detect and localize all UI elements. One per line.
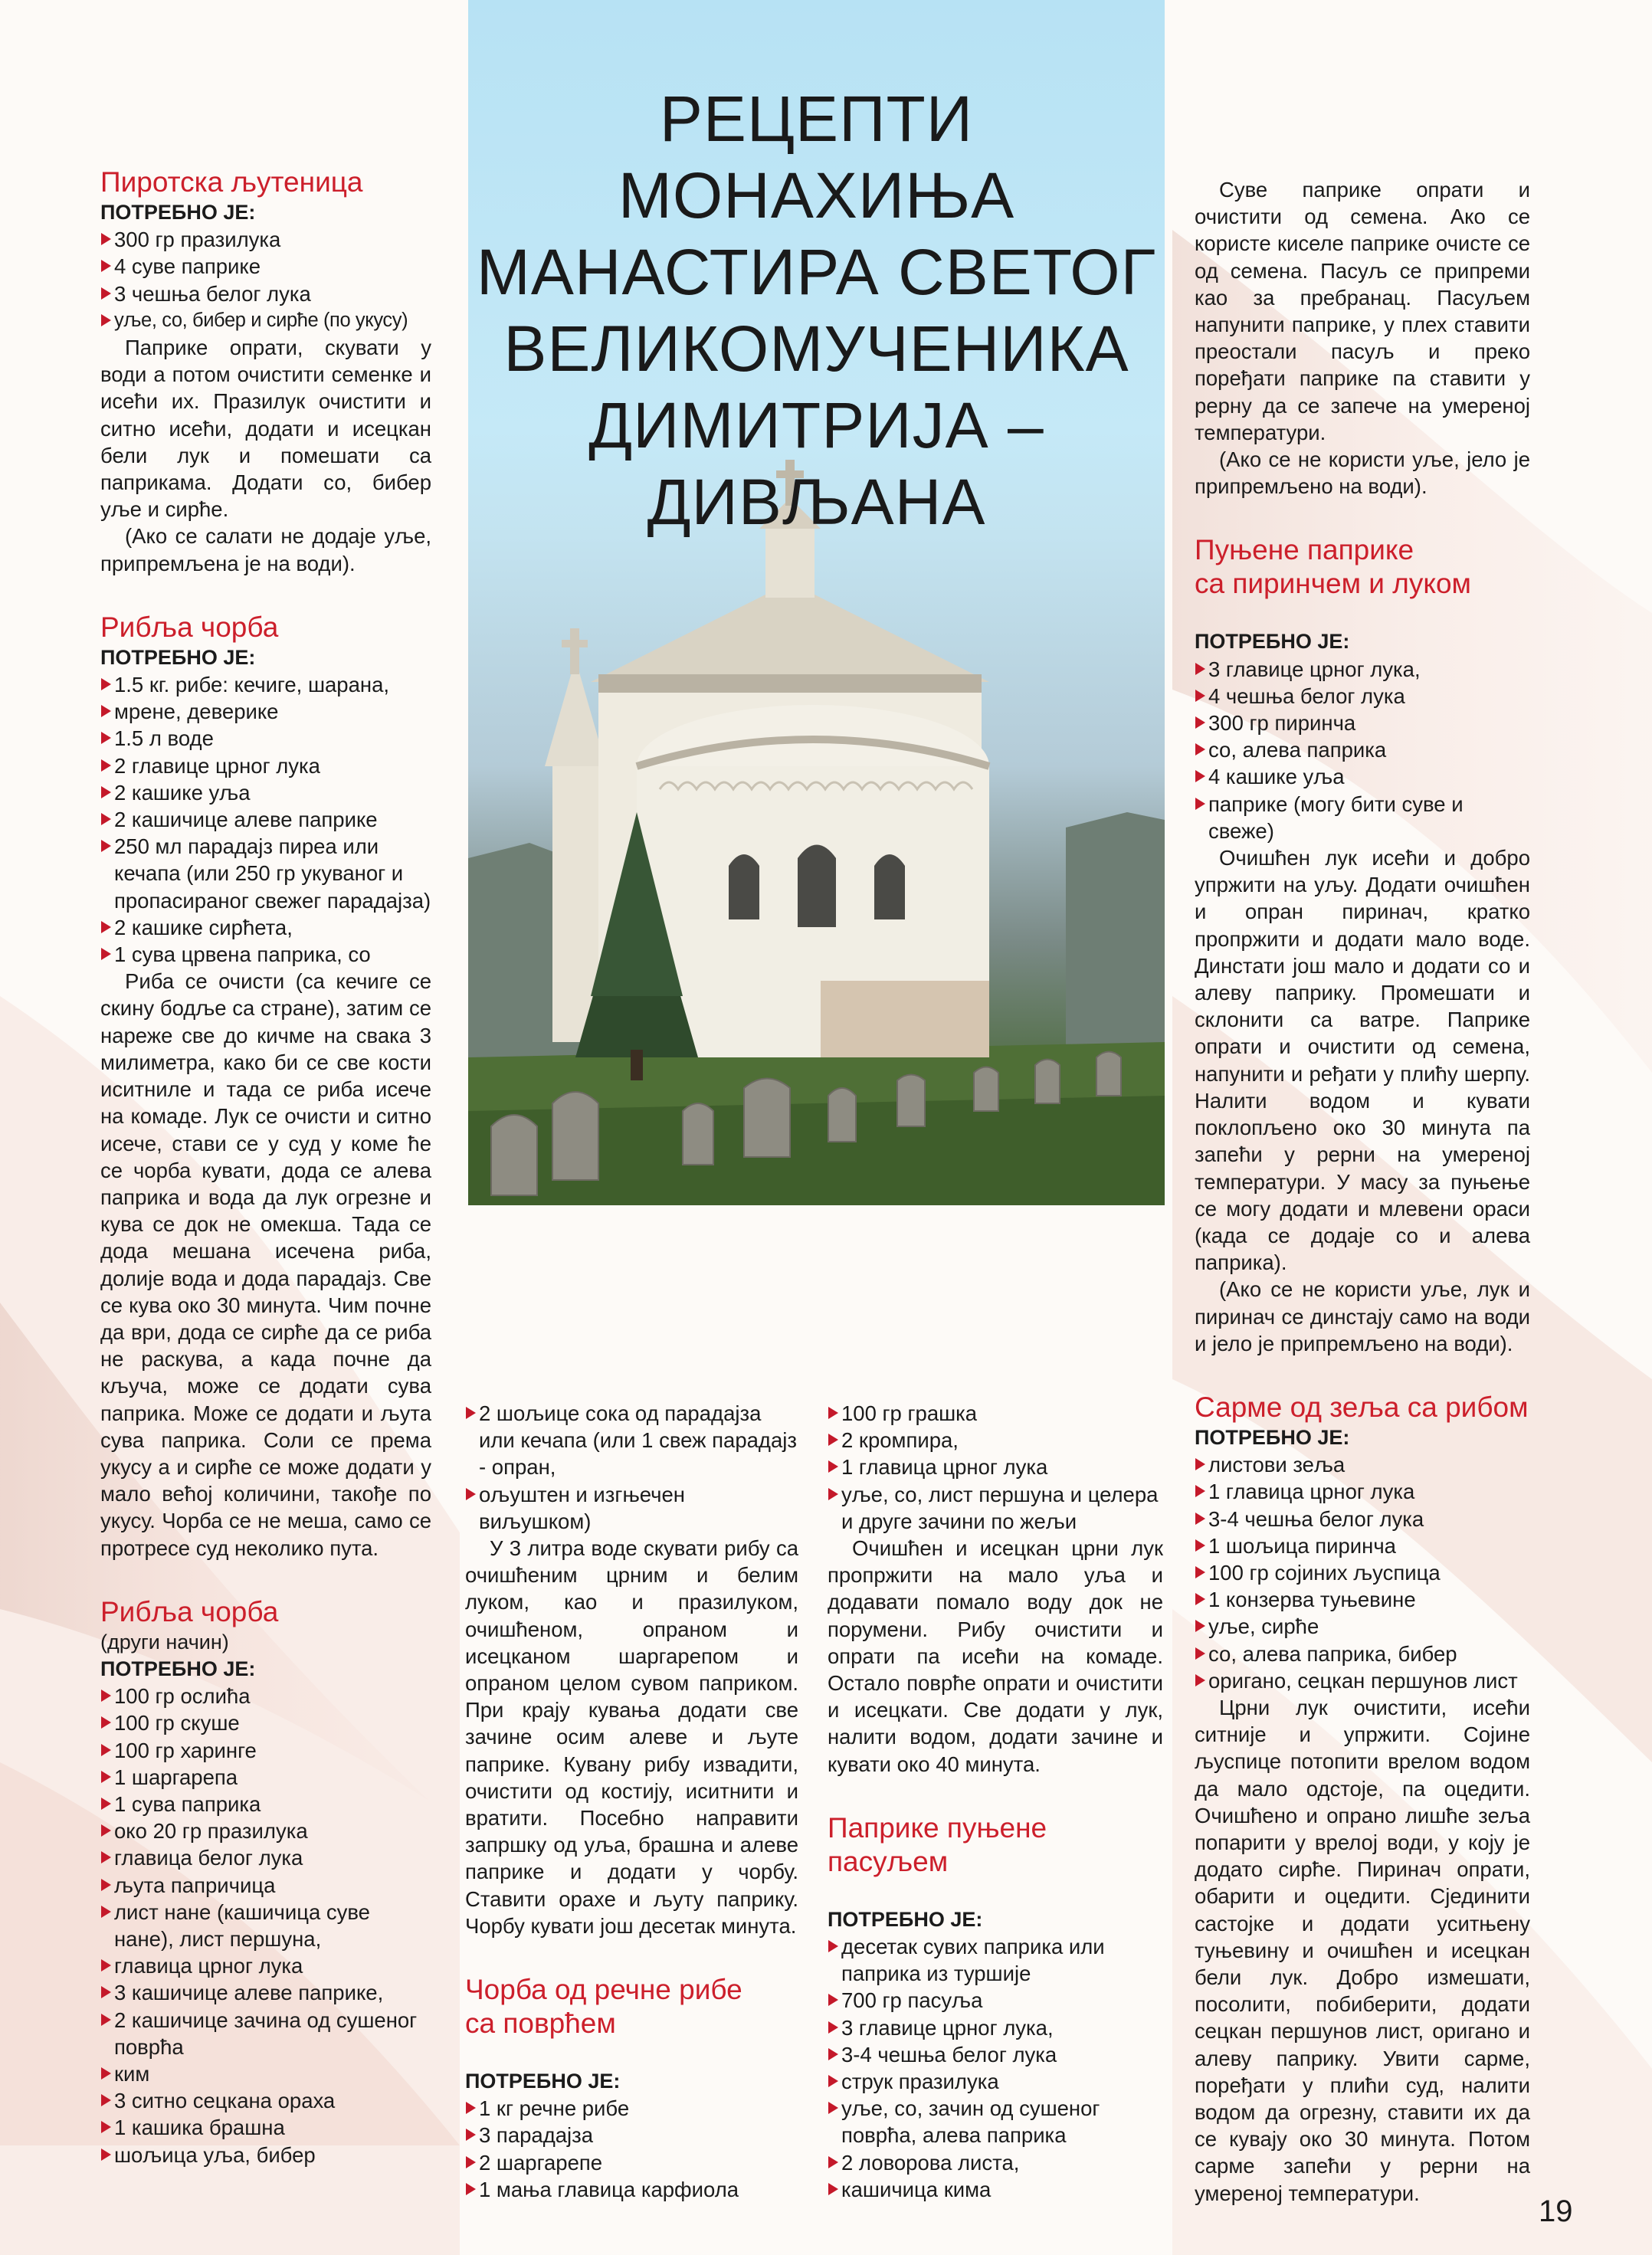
ingredient-item: 2 кашичице зачина од сушеног поврћа bbox=[100, 2007, 431, 2060]
heading-line: са пиринчем и луком bbox=[1195, 568, 1471, 600]
ingredient-item: 3 ситно сецкана ораха bbox=[100, 2087, 431, 2114]
instructions-paragraph: Суве паприке опрати и очистити од семена. Ако се користе киселе паприке очисте се од семена. Пасуљ се припреми као за пребранац. Пасуљем напунити паприке, у плех ставити преостали пасуљ и преко поређати паприке па ставити у рерну да се запече на умереној температури. bbox=[1195, 178, 1530, 444]
instructions-paragraph: Паприке опрати, скувати у води а потом очистити семенке и исећи их. Празилук очистити и ситно исећи, додати и исецкан бели лук и помешати са паприкама. Додати со, бибер уље и сирће. bbox=[100, 336, 431, 522]
instructions-paragraph: Црни лук очистити, исећи ситније и упржити. Сојине љуспице потопити врелом водом да мало одстоје, па оцедити. Очишћено и опрано лишће зеља попарити у врелој води, у коју је додато сирће. Пиринач опрати, обарити и оцедити. Сјединити састојке и додати уситњену туњевину и очишћен и исецкан бели лук. Добро измешати, посолити, побиберити, додати сецкан першунов лист, оригано и алеву паприку. Увити сарме, поређати у плићи суд, налити водом да огрезну, ставити их да се кувају око 30 минута. Потом сарме запећи у рерни на умереној температури. bbox=[1195, 1695, 1530, 2205]
ingredient-item: со, алева паприка bbox=[1195, 736, 1530, 763]
recipe-paprike-punjene-pasuljem bbox=[828, 1811, 1163, 2203]
instructions-paragraph: (Ако се не користи уље, лук и пиринач се динстају само на води и јело је припремљено на води). bbox=[1195, 1277, 1530, 1355]
ingredient-item: 4 суве паприке bbox=[100, 253, 431, 280]
needed-label: ПОТРЕБНО ЈЕ: bbox=[1195, 1425, 1350, 1449]
ingredient-item: 2 главице црног лука bbox=[100, 752, 431, 779]
recipe-riblja-corba-2 bbox=[100, 1595, 431, 2168]
ingredient-item: 4 чешња белог лука bbox=[1195, 683, 1530, 710]
ingredient-item: 3-4 чешња белог лука bbox=[1195, 1506, 1530, 1532]
ingredient-item: 3 парадајза bbox=[465, 2122, 798, 2148]
ingredient-item: лист нане (кашичица суве нане), лист першуна, bbox=[100, 1899, 431, 1952]
title-line: ВЕЛИКОМУЧЕНИКА bbox=[503, 313, 1129, 385]
title-line: МАНАСТИРА СВЕТОГ bbox=[476, 236, 1157, 308]
ingredient-item: 300 гр пиринча bbox=[1195, 710, 1530, 736]
ingredient-item: 4 кашике уља bbox=[1195, 763, 1530, 790]
ingredient-item: 2 кашике уља bbox=[100, 779, 431, 806]
needed-label: ПОТРЕБНО ЈЕ: bbox=[100, 645, 256, 669]
ingredient-item: 2 кромпира, bbox=[828, 1427, 1163, 1454]
ingredient-item: 100 гр скуше bbox=[100, 1709, 431, 1736]
ingredient-item: 1 сува црвена паприка, со bbox=[100, 941, 431, 968]
ingredient-item: паприке (могу бити суве и свеже) bbox=[1195, 791, 1530, 844]
ingredient-list bbox=[100, 1683, 431, 2168]
ingredient-list bbox=[1195, 656, 1530, 844]
recipe-heading: Рибља чорба bbox=[100, 1595, 279, 1627]
ingredient-item: уље, со, бибер и сирће (по укусу) bbox=[100, 307, 431, 334]
ingredient-item: 2 шаргарепе bbox=[465, 2149, 798, 2176]
heading-line: Чорба од речне рибе bbox=[465, 1974, 742, 2006]
heading-line: пасуљем bbox=[828, 1845, 949, 1877]
heading-line: са поврћем bbox=[465, 2008, 616, 2040]
ingredient-item: 1 шољица пиринча bbox=[1195, 1532, 1530, 1559]
column-3 bbox=[828, 1400, 1163, 2203]
title-line: ДИВЉАНА bbox=[647, 466, 986, 538]
recipe-heading bbox=[828, 1811, 1163, 1879]
needed-label: ПОТРЕБНО ЈЕ: bbox=[1195, 630, 1350, 654]
recipe-heading bbox=[1195, 533, 1530, 601]
needed-label: ПОТРЕБНО ЈЕ: bbox=[465, 2070, 621, 2093]
ingredient-item: со, алева паприка, бибер bbox=[1195, 1640, 1530, 1667]
needed-label: ПОТРЕБНО ЈЕ: bbox=[100, 201, 256, 224]
ingredient-item: 1 шаргарепа bbox=[100, 1764, 431, 1791]
ingredient-item: шољица уља, бибер bbox=[100, 2142, 431, 2168]
ingredient-list-continued bbox=[828, 1400, 1163, 1535]
ingredient-item: 250 мл парадајз пиреа или кечапа (или 250 гр укуваног и пропасираног свежег парадајза) bbox=[100, 833, 431, 914]
ingredient-item: 1 кашика брашна bbox=[100, 2114, 431, 2141]
ingredient-item: 3 главице црног лука, bbox=[828, 2014, 1163, 2041]
ingredient-item: 3-4 чешња белог лука bbox=[828, 2041, 1163, 2068]
heading-line: Паприке пуњене bbox=[828, 1811, 1047, 1844]
ingredient-item: 100 гр харинге bbox=[100, 1737, 431, 1764]
title-line: РЕЦЕПТИ МОНАХИЊА bbox=[618, 83, 1015, 231]
ingredient-item: 2 ловорова листа, bbox=[828, 2149, 1163, 2176]
ingredient-item: уље, со, зачин од сушеног поврћа, алева паприка bbox=[828, 2095, 1163, 2148]
ingredient-item: љута папричица bbox=[100, 1872, 431, 1899]
ingredient-item: 100 гр грашка bbox=[828, 1400, 1163, 1427]
ingredient-item: десетак сувих паприка или паприка из туршије bbox=[828, 1933, 1163, 1987]
instructions-paragraph: (Ако се не користи уље, јело је припремљено на води). bbox=[1195, 447, 1530, 499]
heading-line: Пуњене паприке bbox=[1195, 534, 1414, 566]
title-photo-panel bbox=[468, 0, 1165, 1205]
instructions-paragraph: Очишћен и исецкан црни лук пропржити на мало уља и додавати помало воду док не порумени. Рибу очистити и опрати па исећи на комаде. Остало поврће опрати и очистити и исецкати. Све додати у лук, налити водом, додати зачине и кувати око 40 минута. bbox=[828, 1536, 1163, 1776]
ingredient-item: 3 кашичице алеве паприке, bbox=[100, 1979, 431, 2006]
recipe-sarme-od-zelja bbox=[1195, 1391, 1530, 2207]
ingredient-item: 700 гр пасуља bbox=[828, 1987, 1163, 2014]
recipe-pirotska-ljutenica bbox=[100, 166, 431, 577]
ingredient-item: уље, со, лист першуна и целера и друге зачини по жељи bbox=[828, 1481, 1163, 1535]
ingredient-item: 100 гр ослића bbox=[100, 1683, 431, 1709]
ingredient-item: оригано, сецкан першунов лист bbox=[1195, 1667, 1530, 1694]
ingredient-item: мрене, деверике bbox=[100, 698, 431, 725]
ingredient-item: кашичица кима bbox=[828, 2176, 1163, 2203]
column-1 bbox=[100, 166, 431, 2168]
recipe-heading: Рибља чорба bbox=[100, 611, 279, 643]
column-2 bbox=[465, 1400, 798, 2203]
recipe-corba-od-recne-ribe bbox=[465, 1973, 798, 2203]
recipe-heading: Сарме од зеља са рибом bbox=[1195, 1391, 1529, 1423]
instructions-paragraph: (Ако се салати не додаје уље, припремљена је на води). bbox=[100, 524, 431, 575]
ingredient-list-continued bbox=[465, 1400, 798, 1535]
ingredient-item: 1.5 л воде bbox=[100, 725, 431, 752]
title-line: ДИМИТРИЈА – bbox=[588, 389, 1044, 461]
ingredient-item: 2 кашике сирћета, bbox=[100, 914, 431, 941]
ingredient-list bbox=[828, 1933, 1163, 2203]
needed-label: ПОТРЕБНО ЈЕ: bbox=[828, 1907, 983, 1931]
recipe-subtitle: (други начин) bbox=[100, 1630, 229, 1654]
ingredient-item: 2 кашичице алеве паприке bbox=[100, 806, 431, 833]
ingredient-item: 1 сува паприка bbox=[100, 1791, 431, 1817]
ingredient-item: 2 шољице сока од парадајза или кечапа (или 1 свеж парадајз - опран, bbox=[465, 1400, 798, 1481]
ingredient-item: главица белог лука bbox=[100, 1844, 431, 1871]
ingredient-list bbox=[100, 671, 431, 968]
ingredient-list bbox=[1195, 1451, 1530, 1694]
page-title bbox=[468, 80, 1165, 540]
page-number: 19 bbox=[1539, 2194, 1573, 2228]
ingredient-item: уље, сирће bbox=[1195, 1613, 1530, 1640]
ingredient-item: 1 главица црног лука bbox=[1195, 1478, 1530, 1505]
recipe-heading bbox=[465, 1973, 798, 2040]
column-4 bbox=[1195, 176, 1530, 2207]
instructions-paragraph: Очишћен лук исећи и добро упржити на уљу. Додати очишћен и опран пиринач, кратко пропржити и додати мало воде. Динстати још мало и додати со и алеву паприку. Промешати и склонити са ватре. Паприке опрати и очистити од семена, напунити и ређати у плићу шерпу. Налити водом и кувати поклопљено око 30 минута па запећи у рерни на умереној температури. У масу за пуњење се могу додати и млевени ораси (када се додаје со и алева паприка). bbox=[1195, 846, 1530, 1275]
ingredient-item: ким bbox=[100, 2060, 431, 2087]
ingredient-item: 1 кг речне рибе bbox=[465, 2095, 798, 2122]
ingredient-item: 1 конзерва туњевине bbox=[1195, 1586, 1530, 1613]
ingredient-list bbox=[465, 2095, 798, 2203]
ingredient-item: листови зеља bbox=[1195, 1451, 1530, 1478]
instructions-paragraph: Риба се очисти (са кечиге се скину бодље са стране), затим се нареже све до кичме на свака 3 милиметра, како би се све кости иситниле и тада се риба исече на комаде. Лук се очисти и ситно исече, стави се у суд у коме ће се чорба кувати, дода се алева паприка и вода да лук огрезне и кува се док не омекша. Тада се дода мешана исечена риба, долије вода и дода парадајз. Све се кува око 30 минута. Чим почне да ври, дода се сирће да се риба не раскува, а када почне да кључа, може се додати сува паприка. Може се додати и љута сува паприка. Соли се према укусу а и сирће се може додати у мало већој количини, такође по укусу. Чорба се не меша, само се протресе суд неколико пута. bbox=[100, 969, 431, 1560]
ingredient-item: ољуштен и изгњечен виљушком) bbox=[465, 1481, 798, 1535]
instructions-paragraph: У 3 литра воде скувати рибу са очишћеним црним и белим луком, као и празилуком, очишћеном, опраном и исецканом шаргарепом и опраном целом сувом паприком. При крају кувања додати све зачине осим алеве и љуте паприке. Кувану рибу извадити, очистити од костију, иситнити и вратити. Посебно направити запршку од уља, брашна и алеве паприке и додати у чорбу. Ставити орахе и љуту паприку. Чорбу кувати још десетак минута. bbox=[465, 1536, 798, 1938]
ingredient-item: 300 гр празилука bbox=[100, 226, 431, 253]
ingredient-item: главица црног лука bbox=[100, 1952, 431, 1979]
recipe-riblja-corba bbox=[100, 611, 431, 1562]
needed-label: ПОТРЕБНО ЈЕ: bbox=[100, 1657, 256, 1680]
ingredient-item: 100 гр сојиних љуспица bbox=[1195, 1559, 1530, 1586]
ingredient-item: 1 главица црног лука bbox=[828, 1454, 1163, 1480]
ingredient-item: 1 мања главица карфиола bbox=[465, 2176, 798, 2203]
ingredient-item: 1.5 кг. рибе: кечиге, шарана, bbox=[100, 671, 431, 698]
recipe-heading: Пиротска љутеница bbox=[100, 166, 363, 198]
ingredient-list bbox=[100, 226, 431, 334]
recipe-punjene-paprike-pirinac bbox=[1195, 533, 1530, 1356]
ingredient-item: струк празилука bbox=[828, 2068, 1163, 2095]
ingredient-item: око 20 гр празилука bbox=[100, 1817, 431, 1844]
ingredient-item: 3 чешња белог лука bbox=[100, 280, 431, 307]
ingredient-item: 3 главице црног лука, bbox=[1195, 656, 1530, 683]
